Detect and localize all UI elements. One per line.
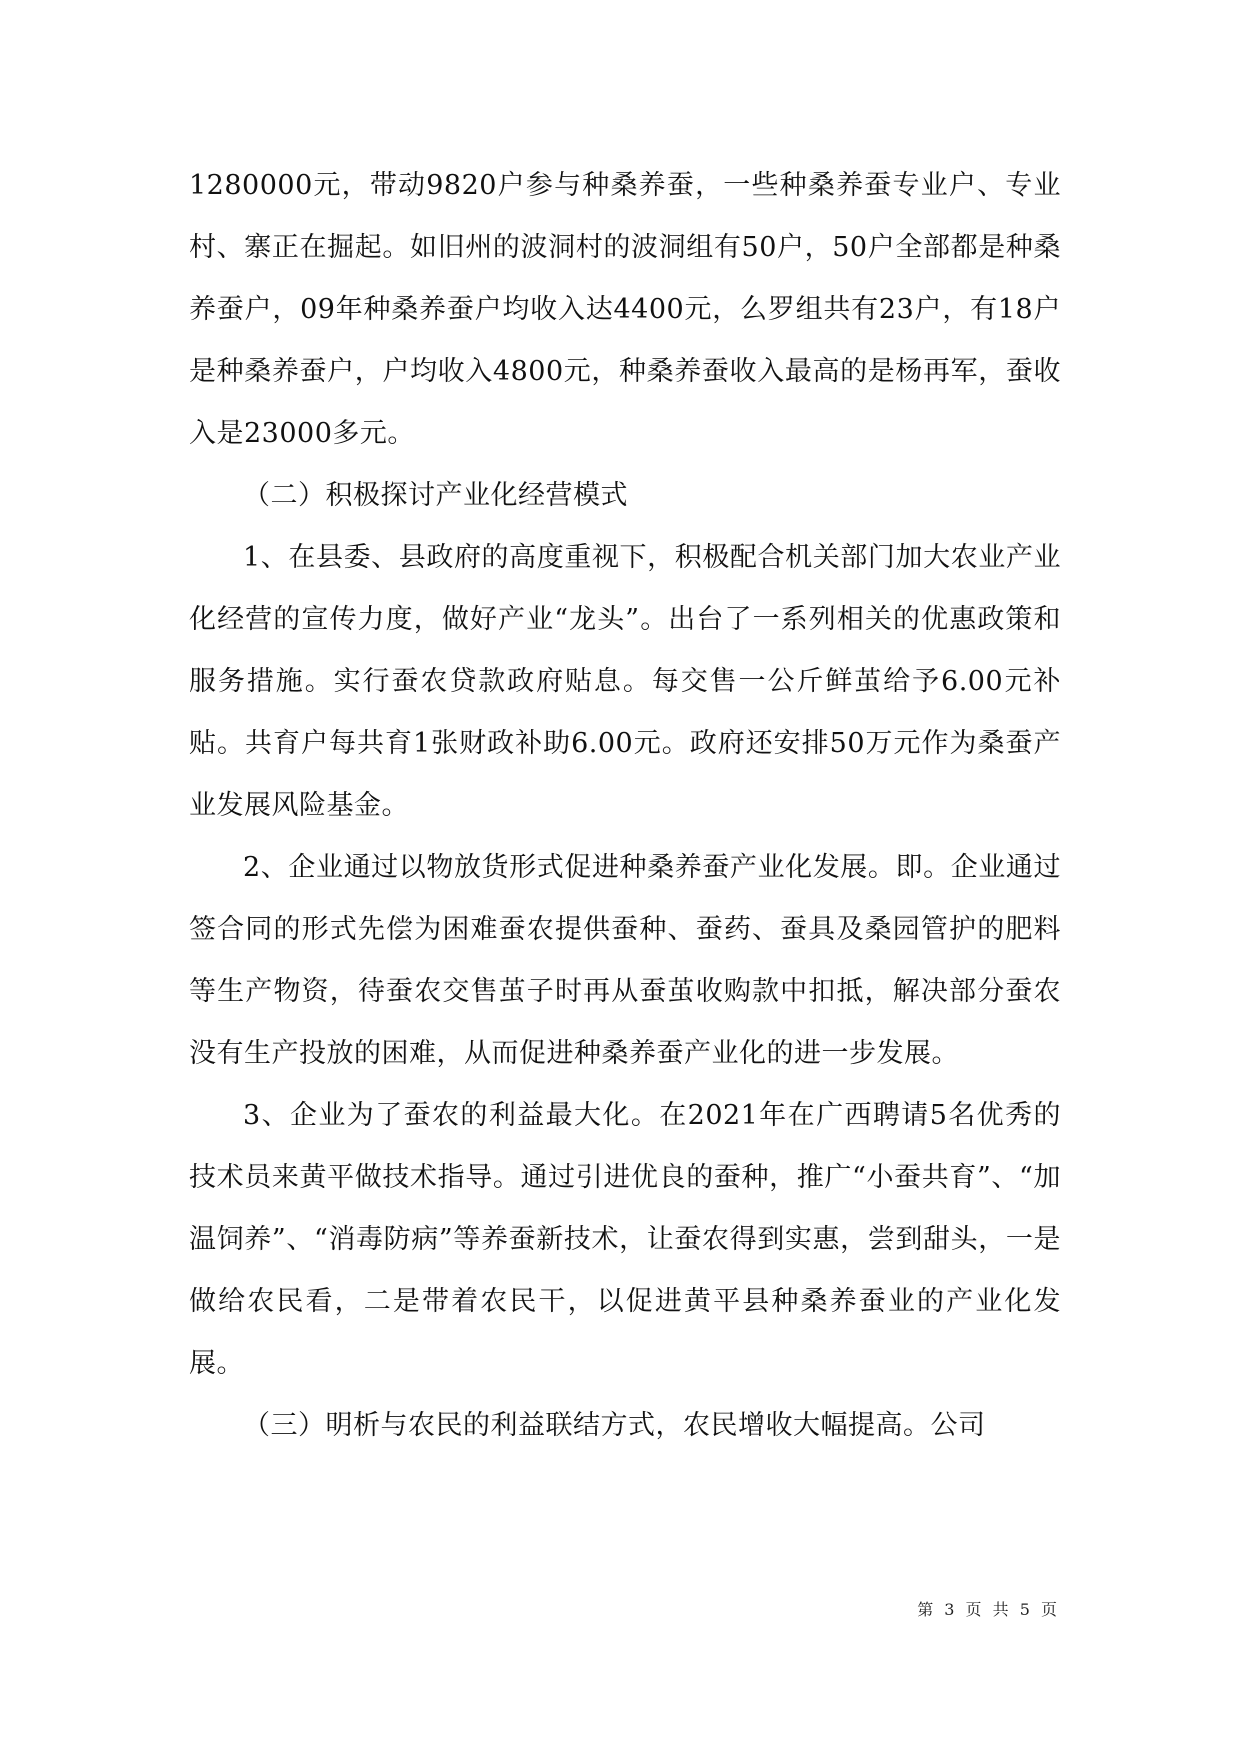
- paragraph-item-3: 3、企业为了蚕农的利益最大化。在2021年在广西聘请5名优秀的技术员来黄平做技术指导。通过引进优良的蚕种，推广“小蚕共育”、“加温饲养”、“消毒防病”等养蚕新技术，让蚕农得到实惠，尝到甜头，一是做给农民看，二是带着农民干，以促进黄平县种桑养蚕业的产业化发展。: [189, 1100, 1061, 1379]
- body-text: [189, 155, 1061, 1457]
- section-heading-3: （三）明析与农民的利益联结方式，农民增收大幅提高。公司: [243, 1410, 986, 1441]
- paragraph-item-1: 1、在县委、县政府的高度重视下，积极配合机关部门加大农业产业化经营的宣传力度，做好产业“龙头”。出台了一系列相关的优惠政策和服务措施。实行蚕农贷款政府贴息。每交售一公斤鲜茧给予6.00元补贴。共育户每共育1张财政补助6.00元。政府还安排50万元作为桑蚕产业发展风险基金。: [189, 542, 1061, 821]
- paragraph-continued: 1280000元，带动9820户参与种桑养蚕，一些种桑养蚕专业户、专业村、寨正在掘起。如旧州的波洞村的波洞组有50户，50户全部都是种桑养蚕户，09年种桑养蚕户均收入达4400元，么罗组共有23户，有18户是种桑养蚕户，户均收入4800元，种桑养蚕收入最高的是杨再军，蚕收入是23000多元。: [189, 170, 1061, 449]
- page-number-footer: 第 3 页 共 5 页: [917, 1600, 1060, 1619]
- section-heading-2: （二）积极探讨产业化经营模式: [243, 480, 628, 511]
- paragraph-item-2: 2、企业通过以物放货形式促进种桑养蚕产业化发展。即。企业通过签合同的形式先偿为困难蚕农提供蚕种、蚕药、蚕具及桑园管护的肥料等生产物资，待蚕农交售茧子时再从蚕茧收购款中扣抵，解决部分蚕农没有生产投放的困难，从而促进种桑养蚕产业化的进一步发展。: [189, 852, 1061, 1069]
